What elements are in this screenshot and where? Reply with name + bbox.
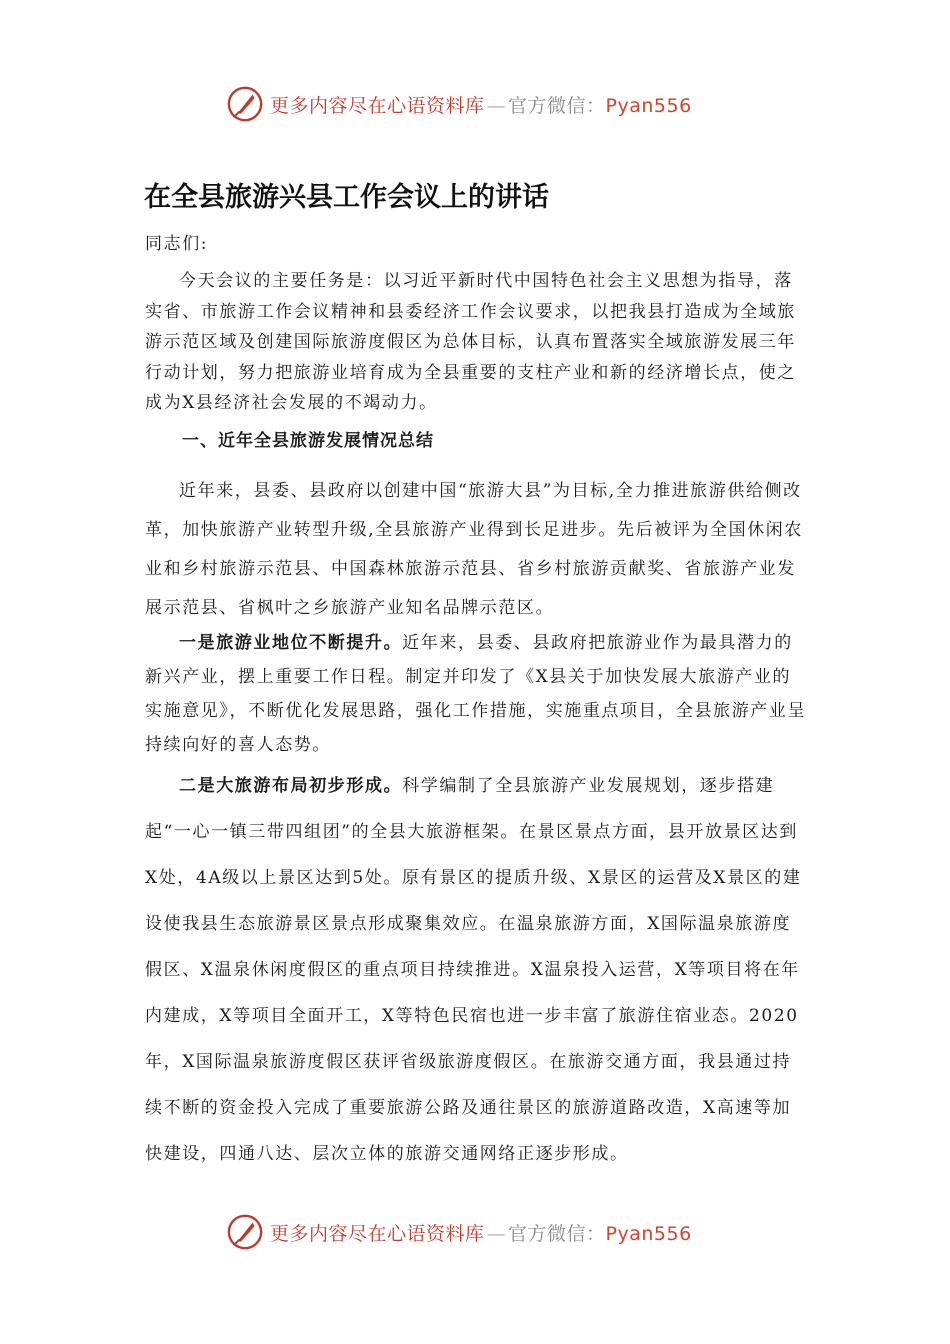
intro-paragraph: 今天会议的主要任务是：以习近平新时代中国特色社会主义思想为指导，落实省、市旅游工作会议精神和县委经济工作会议要求，以把我县打造成为全域旅游示范区域及创建国际旅游度假区为总体目标，认真布置落实全域旅游发展三年行动计划，努力把旅游业培育成为全县重要的支柱产业和新的经济增长点，使之成为X县经济社会发展的不竭动力。 [145, 271, 796, 413]
banner-text: 更多内容尽在心语资料库 — 官方微信：Pyan556 [270, 1222, 692, 1245]
point1-lead: 一是旅游业地位不断提升。 [179, 633, 403, 653]
footer-banner [226, 1212, 692, 1252]
banner-text: 更多内容尽在心语资料库 — 官方微信：Pyan556 [270, 94, 692, 117]
header-banner [226, 84, 692, 124]
quill-logo-icon [226, 85, 264, 123]
point2-paragraph [145, 763, 807, 1177]
point2-text: 科学编制了全县旅游产业发展规划，逐步搭建起“一心一镇三带四组团”的全县大旅游框架。在景区景点方面，县开放景区达到X处，4A级以上景区达到5处。原有景区的提质升级、X景区的运营及X景区的建设使我县生态旅游景区景点形成聚集效应。在温泉旅游方面，X国际温泉旅游度假区、X温泉休闲度假区的重点项目持续推进。X温泉投入运营，X等项目将在年内建成，X等项目全面开工，X等特色民宿也进一步丰富了旅游住宿业态。2020年，X国际温泉旅游度假区获评省级旅游度假区。在旅游交通方面，我县通过持续不断的资金投入完成了重要旅游公路及通往景区的旅游道路改造，X高速等加快建设，四通八达、层次立体的旅游交通网络正逐步形成。 [145, 776, 802, 1164]
point1-paragraph [145, 626, 807, 762]
section-heading: 一、近年全县旅游发展情况总结 [182, 431, 434, 451]
quill-logo-icon [226, 1213, 264, 1251]
salutation: 同志们: [145, 234, 209, 254]
point1-text: 近年来，县委、县政府把旅游业作为最具潜力的新兴产业，摆上重要工作日程。制定并印发了《X县关于加快发展大旅游产业的实施意见》，不断优化发展思路，强化工作措施，实施重点项目，全县旅游产业呈持续向好的喜人态势。 [145, 633, 807, 755]
section1-paragraph: 近年来，县委、县政府以创建中国“旅游大县”为目标,全力推进旅游供给侧改革，加快旅游产业转型升级,全县旅游产业得到长足进步。先后被评为全国休闲农业和乡村旅游示范县、中国森林旅游示范县、省乡村旅游贡献奖、省旅游产业发展示范县、省枫叶之乡旅游产业知名品牌示范区。 [145, 481, 804, 618]
point2-lead: 二是大旅游布局初步形成。 [179, 776, 403, 796]
page-title: 在全县旅游兴县工作会议上的讲话 [144, 182, 549, 213]
